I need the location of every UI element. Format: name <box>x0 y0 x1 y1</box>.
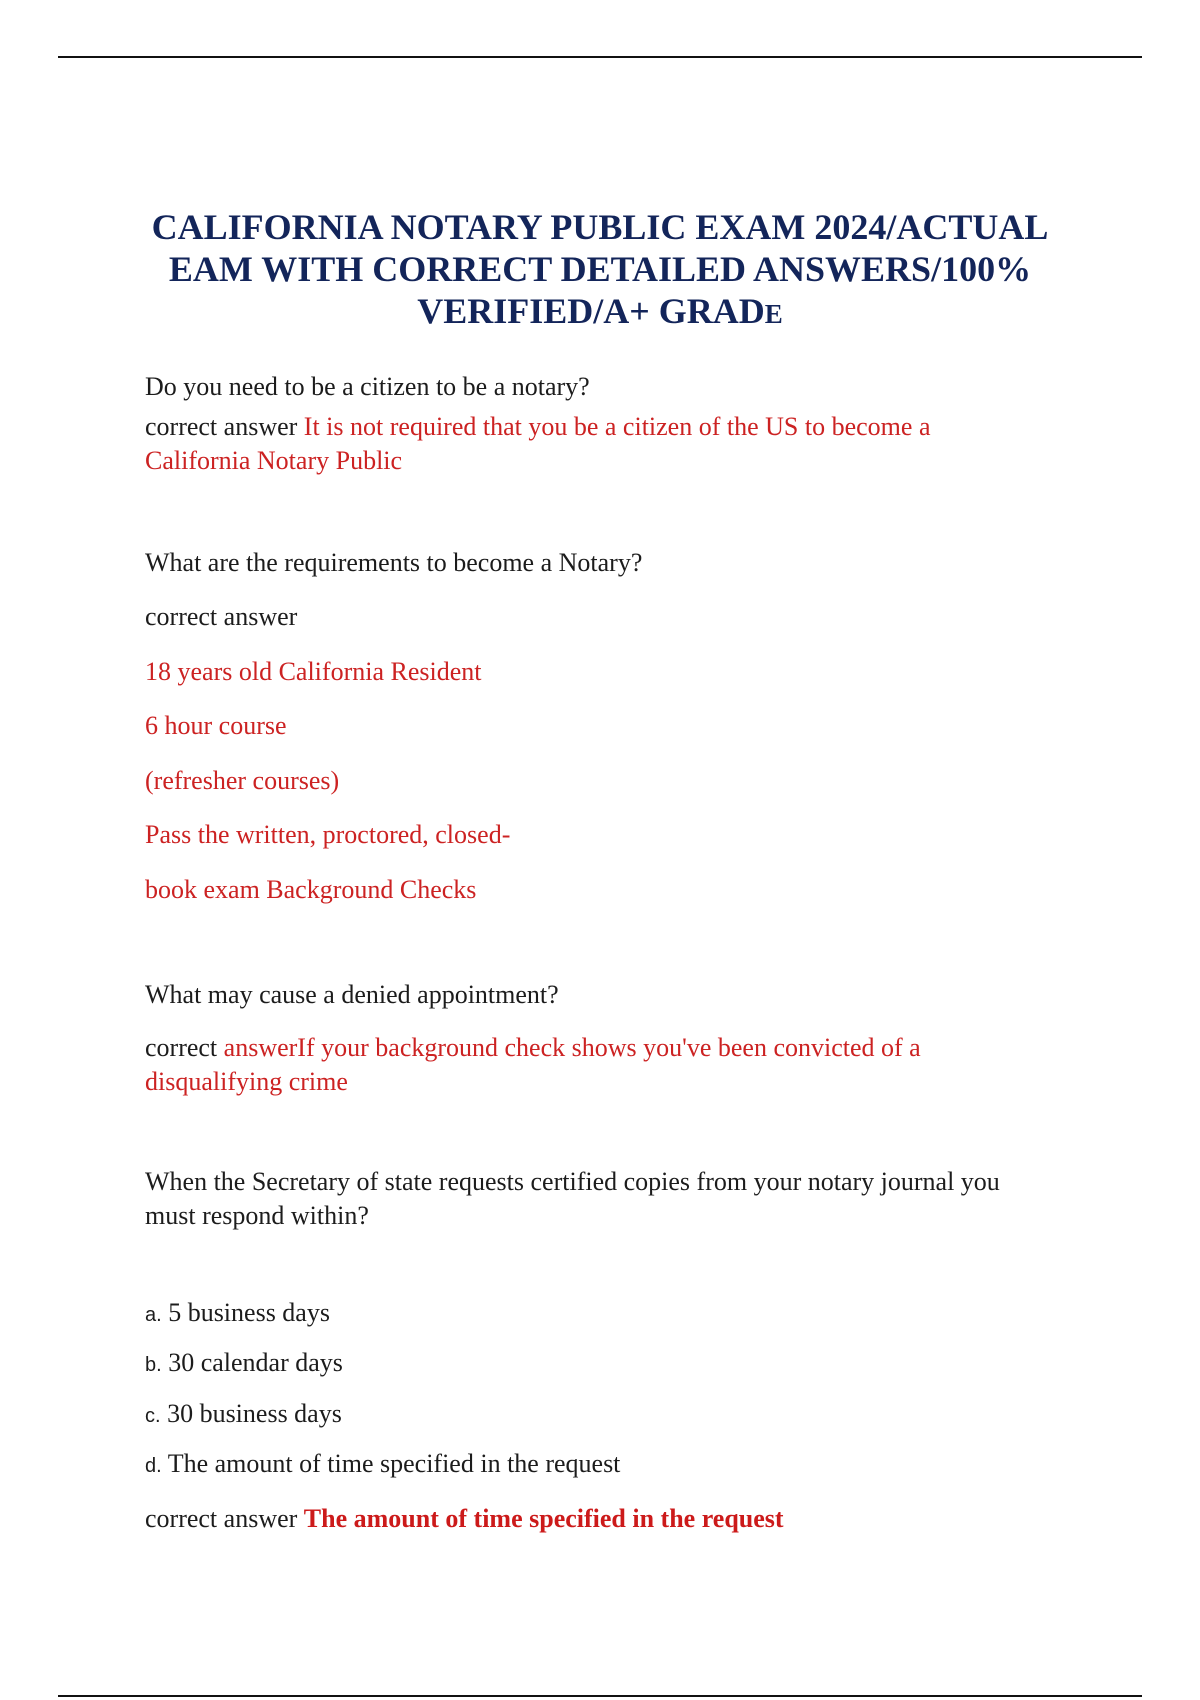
question-4-line-1: When the Secretary of state requests certified copies from your notary journal you <box>145 1167 1000 1196</box>
option-b-text: 30 calendar days <box>168 1348 343 1377</box>
option-d-letter: d. <box>145 1455 162 1477</box>
answer-1-text-1: It is not required that you be a citizen of the US to become a <box>303 412 931 441</box>
title-line-3 <box>120 290 1080 335</box>
answer-3-text-1: answerIf your background check shows you've been convicted of a <box>223 1033 921 1062</box>
question-1-text: Do you need to be a citizen to be a notary? <box>145 372 590 401</box>
answer-2-item: Pass the written, proctored, closed- <box>145 820 511 849</box>
answer-3-line-1 <box>145 1031 1085 1065</box>
option-b-letter: b. <box>145 1354 162 1376</box>
answer-4 <box>145 1502 1085 1536</box>
document-title <box>120 206 1080 335</box>
answer-1-line-2: California Notary Public <box>145 446 403 475</box>
answer-1 <box>145 410 1085 478</box>
option-c <box>145 1397 1085 1433</box>
question-3 <box>145 978 1085 1012</box>
answer-2-prefix <box>145 600 1085 634</box>
question-3-text: What may cause a denied appointment? <box>145 980 559 1009</box>
question-1 <box>145 370 1085 404</box>
answer-2-item: (refresher courses) <box>145 766 340 795</box>
bottom-rule <box>58 1695 1142 1697</box>
option-c-text: 30 business days <box>167 1399 342 1428</box>
option-d <box>145 1447 1085 1483</box>
title-line-2: EAM WITH CORRECT DETAILED ANSWERS/100% <box>168 249 1032 289</box>
option-b <box>145 1346 1085 1382</box>
question-4-line-2: must respond within? <box>145 1201 369 1230</box>
question-2-text: What are the requirements to become a Notary? <box>145 548 643 577</box>
top-rule <box>58 56 1142 58</box>
answer-2-item: 6 hour course <box>145 711 287 740</box>
answer-1-prefix: correct answer <box>145 412 304 441</box>
answer-4-text: The amount of time specified in the request <box>303 1504 784 1533</box>
answer-2-item: 18 years old California Resident <box>145 657 482 686</box>
answer-3-line-2: disqualifying crime <box>145 1067 348 1096</box>
option-c-letter: c. <box>145 1405 161 1427</box>
option-a-letter: a. <box>145 1304 162 1326</box>
answer-2-item: book exam Background Checks <box>145 875 477 904</box>
question-2 <box>145 546 1085 580</box>
title-line-3-smallcap: E <box>764 299 783 329</box>
answer-4-prefix: correct answer <box>145 1504 304 1533</box>
answer-3 <box>145 1031 1085 1099</box>
option-a-text: 5 business days <box>168 1298 330 1327</box>
option-a <box>145 1296 1085 1332</box>
option-d-text: The amount of time specified in the request <box>167 1449 621 1478</box>
question-4 <box>145 1165 1085 1233</box>
title-line-1: CALIFORNIA NOTARY PUBLIC EXAM 2024/ACTUAL <box>151 207 1049 247</box>
answer-2-prefix-text: correct answer <box>145 602 298 631</box>
answer-1-line-1 <box>145 410 1085 444</box>
title-line-3-main: VERIFIED/A+ GRAD <box>417 291 765 331</box>
answer-3-prefix: correct <box>145 1033 224 1062</box>
